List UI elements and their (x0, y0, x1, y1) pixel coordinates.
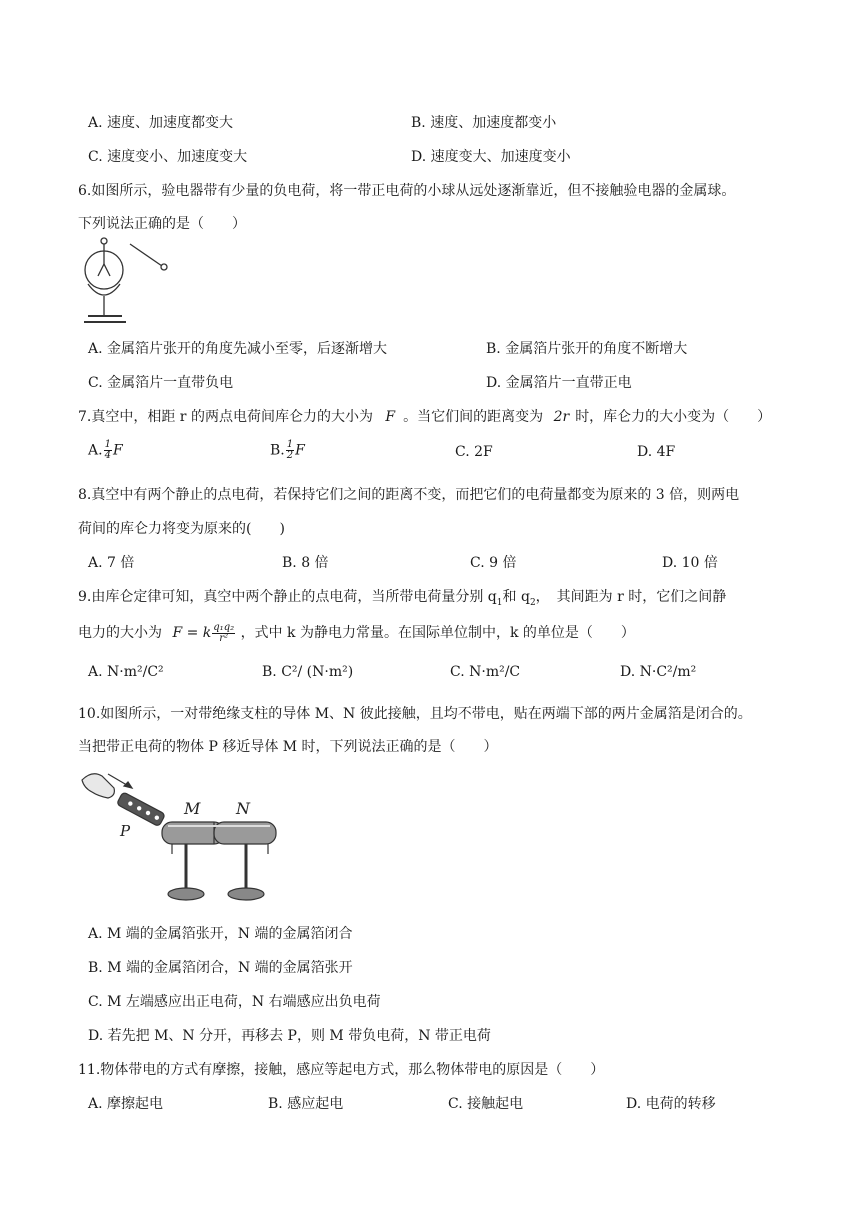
q9-stem-1a: 9.由库仑定律可知，真空中两个静止的点电荷，当所带电荷量分别 q (78, 589, 497, 605)
q9-option-a: A. N·m²/C² (88, 664, 164, 680)
q6-option-a: A. 金属箔片张开的角度先减小至零，后逐渐增大 (88, 341, 388, 357)
q9-formula-num: q₁q₂ (213, 621, 235, 633)
q7-stem (78, 406, 771, 426)
q7-stem-a: 7.真空中，相距 r 的两点电荷间库仑力的大小为 (78, 409, 373, 425)
q7-option-b-prefix: B. (270, 442, 285, 459)
q10-option-b: B. M 端的金属箔闭合，N 端的金属箔张开 (88, 960, 353, 976)
q7-option-a (88, 440, 123, 461)
label-p: P (120, 822, 131, 840)
q9-formula-den: r² (219, 632, 229, 644)
label-m: M (184, 799, 201, 818)
q11-stem: 11.物体带电的方式有摩擦，接触，感应等起电方式，那么物体带电的原因是（ ） (78, 1062, 605, 1078)
q7-option-b-fraction (286, 440, 294, 461)
q9-formula-lhs: F = k (172, 625, 212, 641)
q7-option-c: C. 2F (455, 444, 493, 460)
q7-a-den: 4 (104, 450, 111, 461)
q9-sub-2: 2 (529, 597, 536, 608)
q9-stem-line1 (78, 586, 726, 608)
q7-option-a-prefix: A. (88, 442, 103, 459)
q6-option-b: B. 金属箔片张开的角度不断增大 (486, 341, 688, 357)
q7-option-a-f: F (112, 442, 123, 459)
q6-stem-line1: 6.如图所示，验电器带有少量的负电荷，将一带正电荷的小球从远处逐渐靠近，但不接触验电器的金属球。 (78, 183, 736, 199)
q9-stem-line2 (78, 622, 635, 644)
q7-option-b (270, 440, 305, 461)
q9-option-c: C. N·m²/C (450, 664, 521, 680)
q5-option-d: D. 速度变大、加速度变小 (411, 149, 571, 165)
q11-option-b: B. 感应起电 (268, 1096, 344, 1112)
q7-stem-b: 。当它们间的距离变为 (403, 409, 544, 425)
q9-stem-2b: ，式中 k 为静电力常量。在国际单位制中，k 的单位是（ ） (240, 625, 635, 641)
q7-option-b-f: F (295, 442, 305, 459)
q11-option-c: C. 接触起电 (448, 1096, 524, 1112)
q9-stem-2a: 电力的大小为 (78, 625, 162, 641)
q9-stem-1c: ， 其间距为 r 时，它们之间静 (535, 589, 727, 605)
q10-option-c: C. M 左端感应出正电荷，N 右端感应出负电荷 (88, 994, 381, 1010)
q7-a-num: 1 (104, 439, 111, 450)
q8-option-a: A. 7 倍 (88, 555, 135, 571)
q10-stem-line2: 当把带正电荷的物体 P 移近导体 M 时，下列说法正确的是（ ） (78, 739, 498, 755)
q7-force-symbol: F (385, 409, 396, 425)
q8-stem-line2: 荷间的库仑力将变为原来的( ) (78, 521, 285, 537)
q7-distance-2r: 2r (553, 409, 570, 425)
q9-sub-1: 1 (496, 597, 503, 608)
q8-stem-line1: 8.真空中有两个静止的点电荷，若保持它们之间的距离不变，而把它们的电荷量都变为原来的 3 倍，则两电 (78, 487, 740, 503)
q8-option-c: C. 9 倍 (470, 555, 517, 571)
q10-option-d: D. 若先把 M、N 分开，再移去 P，则 M 带负电荷，N 带正电荷 (88, 1028, 491, 1044)
label-n: N (236, 799, 250, 818)
conductor-mn-figure (80, 766, 280, 908)
q7-option-a-fraction (104, 440, 112, 461)
q9-option-b: B. C²/ (N·m²) (262, 664, 354, 680)
q10-option-a: A. M 端的金属箔张开，N 端的金属箔闭合 (88, 926, 353, 942)
q7-b-den: 2 (286, 450, 294, 461)
q9-formula-fraction (212, 623, 235, 644)
q11-option-d: D. 电荷的转移 (626, 1096, 716, 1112)
q6-option-d: D. 金属箔片一直带正电 (486, 375, 632, 391)
q11-option-a: A. 摩擦起电 (88, 1096, 164, 1112)
q9-option-d: D. N·C²/m² (620, 664, 697, 680)
q8-option-b: B. 8 倍 (282, 555, 329, 571)
q5-option-c: C. 速度变小、加速度变大 (88, 149, 248, 165)
q8-option-d: D. 10 倍 (662, 555, 718, 571)
q6-stem-line2: 下列说法正确的是（ ） (78, 216, 246, 232)
q7-option-d: D. 4F (637, 444, 676, 460)
q6-option-c: C. 金属箔片一直带负电 (88, 375, 234, 391)
q5-option-b: B. 速度、加速度都变小 (411, 115, 557, 131)
q7-stem-c: 时，库仑力的大小变为（ ） (575, 409, 772, 425)
electroscope-figure (80, 236, 180, 328)
q10-stem-line1: 10.如图所示，一对带绝缘支柱的导体 M、N 彼此接触，且均不带电，贴在两端下部的两片金属箔是闭合的。 (78, 706, 752, 722)
q7-b-num: 1 (286, 439, 294, 450)
q5-option-a: A. 速度、加速度都变大 (88, 115, 234, 131)
q9-stem-1b: 和 q (502, 589, 530, 605)
